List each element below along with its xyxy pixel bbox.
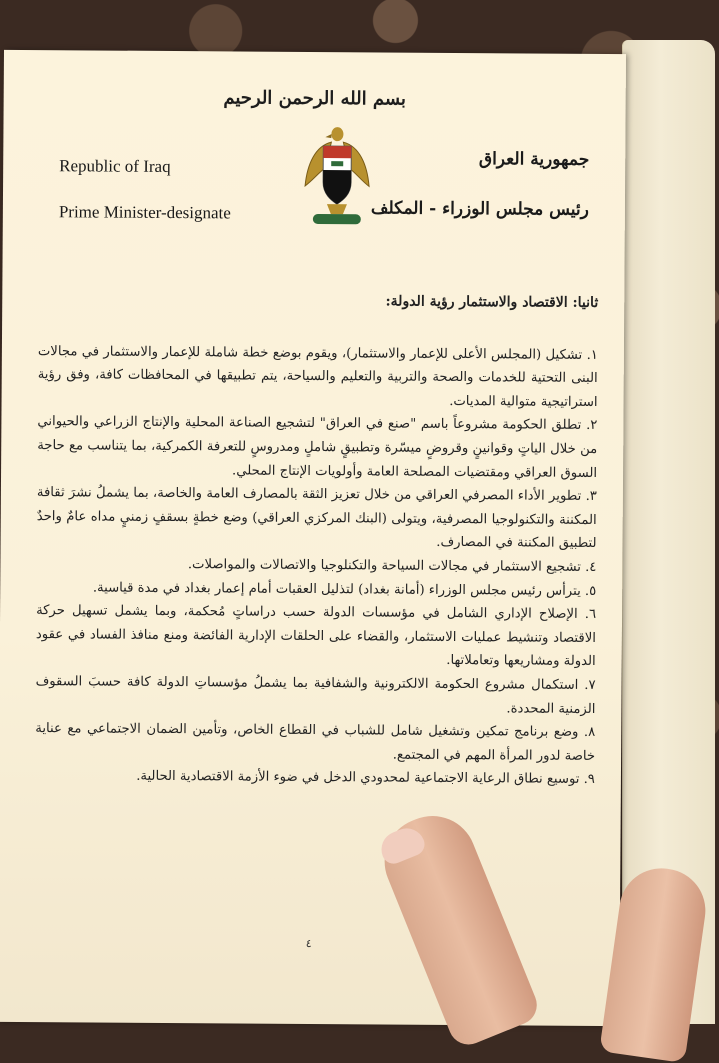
section-title: ثانيا: الاقتصاد والاستثمار رؤية الدولة: — [385, 293, 599, 311]
list-item: ٩. توسيع نطاق الرعاية الاجتماعية لمحدودي الدخل في ضوء الأزمة الاقتصادية الحالية. — [136, 769, 595, 788]
iraq-eagle-emblem-icon — [301, 124, 374, 229]
list-item: ٥. يترأس رئيس مجلس الوزراء (أمانة بغداد) لتذليل العقبات أمام إعمار بغداد في مدة قياسية. — [92, 579, 597, 599]
header-pm-designate-en: Prime Minister-designate — [58, 202, 231, 223]
header-republic-en: Republic of Iraq — [59, 156, 171, 176]
list-item: ٢. تطلق الحكومة مشروعاً باسم "صنع في العراق" لتشجيع الصناعة المحلية والإنتاج الزراعي والحيواني من خلال الياتٍ وقوانينٍ وقروضٍ ميسّرة وتطبيقٍ شاملٍ ومدروسٍ للتعرفة الكمركية، بما يتناسب مع حاجة السوق العراقي ومقتضيات المصلحة العامة وأولويات الإنتاج المحلي. — [37, 414, 598, 481]
list-item: ٧. استكمال مشروع الحكومة الالكترونية والشفافية بما يشملُ مؤسساتِ الدولة كافة حسبَ السقوف الزمنية المحددة. — [35, 673, 596, 717]
header-pm-designate-ar: رئيس مجلس الوزراء - المكلف — [370, 198, 589, 220]
main-content — [35, 288, 598, 792]
list-item: ١. تشكيل (المجلس الأعلى للإعمار والاستثمار)، ويقوم بوضع خطة شاملة للإعمار والاستثمار في مجالات البنى التحتية للخدمات والصحة والتربية والتعليم والسياحة، يتم تطبيقها في المحافظات كافة، وفق رؤية استراتيجية متوالية المديات. — [37, 343, 598, 410]
basmala-heading: بسم الله الرحمن الرحيم — [223, 87, 407, 110]
list-item: ٦. الإصلاح الإداري الشامل في مؤسسات الدولة حسب دراساتٍ مُحكمة، وبما يشمل تسهيل حركة الاقتصاد وتنشيط عمليات الاستثمار، والقضاء على الحلقات الإدارية الفائضة ومنع منافذ الفساد في عقود الدولة ومشاريعها وتعاملاتها. — [35, 603, 597, 670]
list-item: ٤. تشجيع الاستثمار في مجالات السياحة والتكنلوجيا والاتصالات والمواصلات. — [187, 557, 597, 575]
list-item: ٣. تطوير الأداء المصرفي العراقي من خلال تعزيز الثقة بالمصارف العامة والخاصة، بما يشملُ نشرَ ثقافة المكننة والتكنولوجيا المصرفية، ويتولى (البنك المركزي العراقي) وضع خطةٍ بسقفٍ زمنيٍ مداه عامٌ واحدٌ لتطبيق المكننة في المصارف. — [36, 485, 597, 552]
document-page — [0, 50, 626, 1026]
header-republic-ar: جمهورية العراق — [478, 149, 590, 170]
page-number: ٤ — [305, 936, 312, 950]
list-item: ٨. وضع برنامج تمكين وتشغيل شامل للشباب في القطاع الخاص، وتأمين الضمان الاجتماعي مع عناية خاصة لدور المرأة المهم في المجتمع. — [35, 721, 596, 764]
